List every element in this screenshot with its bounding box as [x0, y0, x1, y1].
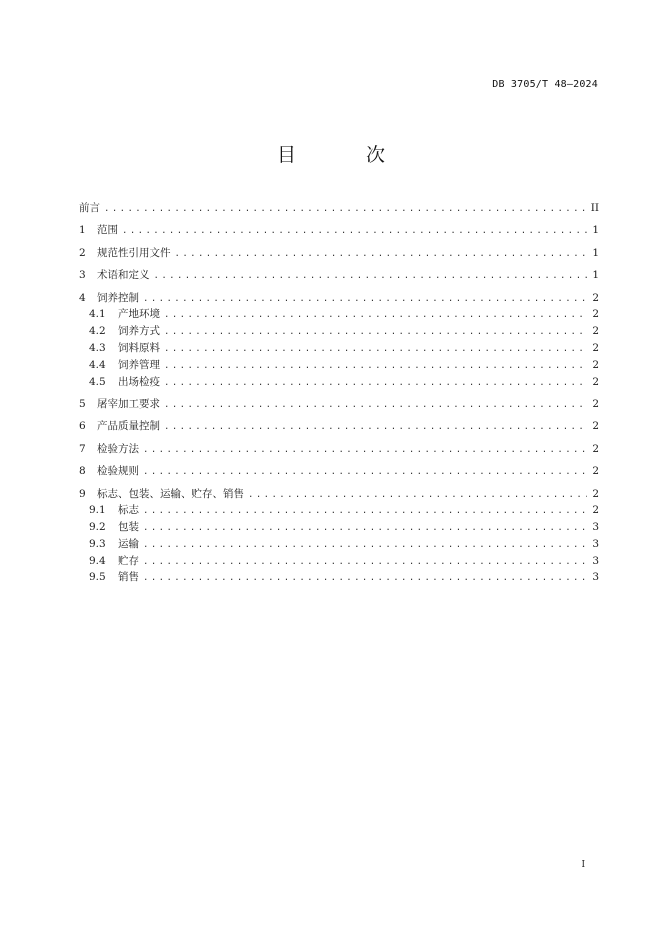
toc-dot-leader [122, 223, 587, 239]
toc-dot-leader [143, 503, 587, 519]
toc-entry-number: 9.5 [89, 571, 106, 584]
toc-entry-title: 检验规则 [97, 465, 139, 478]
toc-dot-leader [164, 375, 587, 391]
toc-dot-leader [164, 419, 587, 435]
toc-entry-page: 1 [592, 224, 599, 237]
toc-dot-leader [164, 397, 587, 413]
toc-dot-leader [104, 201, 587, 217]
toc-dot-leader [143, 570, 587, 586]
toc-entry-number: 1 [79, 224, 86, 237]
toc-entry-title: 标志 [118, 504, 139, 517]
toc-entry-title: 包装 [118, 521, 139, 534]
toc-entry-title: 饲养方式 [118, 325, 160, 338]
toc-entry-page: 2 [592, 465, 599, 478]
toc-dot-leader [143, 464, 587, 480]
toc-entry-number: 7 [79, 442, 86, 455]
toc-subentry[interactable] [79, 340, 599, 357]
toc-entry-page: 2 [592, 308, 599, 321]
toc-entry-page: 2 [592, 420, 599, 433]
toc-subentry[interactable] [79, 323, 599, 340]
toc-entry-number: 5 [79, 397, 86, 410]
document-code: DB 3705/T 48—2024 [492, 79, 598, 90]
toc-dot-leader [164, 307, 587, 323]
toc-entry-number: 9.2 [89, 521, 106, 534]
toc-entry-title: 饲料原料 [118, 341, 160, 354]
toc-dot-leader [175, 246, 588, 262]
toc-entry-title: 出场检疫 [118, 375, 160, 388]
toc-dot-leader [164, 341, 587, 357]
toc-entry-title: 饲养管理 [118, 358, 160, 371]
toc-entry-page: 2 [592, 375, 599, 388]
toc-entry-number: 4 [79, 291, 86, 304]
toc-subentry[interactable] [79, 569, 599, 586]
page-number: I [581, 860, 585, 870]
toc-subentry[interactable] [79, 536, 599, 553]
toc-dot-leader [248, 487, 587, 503]
toc-entry-page: 2 [592, 487, 599, 500]
toc-entry-page: 3 [592, 554, 599, 567]
toc-entry[interactable] [79, 290, 599, 307]
toc-entry-page: 2 [592, 397, 599, 410]
toc-entry-page: 1 [592, 269, 599, 282]
toc-subentry[interactable] [79, 306, 599, 323]
toc-dot-leader [143, 537, 587, 553]
toc-entry-page: 2 [592, 341, 599, 354]
table-of-contents [79, 200, 599, 586]
toc-entry-number: 8 [79, 465, 86, 478]
toc-entry-title: 范围 [97, 224, 118, 237]
toc-entry-page: II [590, 202, 599, 214]
toc-entry-page: 1 [592, 246, 599, 259]
toc-entry-number: 2 [79, 246, 86, 259]
toc-entry-number: 6 [79, 420, 86, 433]
toc-entry-title: 饲养控制 [97, 291, 139, 304]
toc-entry[interactable] [79, 486, 599, 503]
toc-entry-number: 4.4 [89, 358, 106, 371]
toc-entry[interactable] [79, 441, 599, 458]
toc-entry-number: 9.1 [89, 504, 106, 517]
toc-entry-title: 贮存 [118, 554, 139, 567]
toc-entry-number: 9.4 [89, 554, 106, 567]
toc-dot-leader [143, 554, 587, 570]
toc-entry-title: 运输 [118, 537, 139, 550]
toc-entry-page: 3 [592, 521, 599, 534]
toc-entry[interactable] [79, 245, 599, 262]
toc-entry-number: 4.3 [89, 341, 106, 354]
toc-entry-number: 4.5 [89, 375, 106, 388]
toc-subentry[interactable] [79, 374, 599, 391]
toc-dot-leader [164, 324, 587, 340]
toc-entry[interactable] [79, 463, 599, 480]
toc-subentry[interactable] [79, 519, 599, 536]
toc-entry-page: 2 [592, 358, 599, 371]
toc-dot-leader [154, 268, 588, 284]
toc-dot-leader [143, 291, 587, 307]
toc-entry-page: 2 [592, 504, 599, 517]
toc-entry-title: 术语和定义 [97, 269, 150, 282]
toc-entry-number: 4.2 [89, 325, 106, 338]
toc-dot-leader [143, 520, 587, 536]
toc-entry-page: 2 [592, 325, 599, 338]
toc-entry[interactable] [79, 267, 599, 284]
toc-entry-page: 3 [592, 537, 599, 550]
toc-entry-title: 销售 [118, 571, 139, 584]
toc-entry-page: 2 [592, 291, 599, 304]
toc-entry-title: 屠宰加工要求 [97, 397, 160, 410]
toc-subentry[interactable] [79, 553, 599, 570]
toc-dot-leader [164, 358, 587, 374]
toc-entry-number: 9.3 [89, 537, 106, 550]
toc-dot-leader [143, 442, 587, 458]
toc-entry[interactable] [79, 418, 599, 435]
page-title: 目 次 [276, 144, 418, 166]
toc-entry-title: 产品质量控制 [97, 420, 160, 433]
toc-entry[interactable] [79, 200, 599, 217]
toc-entry-title: 产地环境 [118, 308, 160, 321]
toc-entry-title: 规范性引用文件 [97, 246, 171, 259]
toc-entry[interactable] [79, 222, 599, 239]
toc-entry[interactable] [79, 396, 599, 413]
toc-entry-number: 9 [79, 487, 86, 500]
toc-entry-number: 4.1 [89, 308, 106, 321]
toc-subentry[interactable] [79, 502, 599, 519]
toc-entry-page: 2 [592, 442, 599, 455]
toc-entry-title: 检验方法 [97, 442, 139, 455]
toc-subentry[interactable] [79, 357, 599, 374]
toc-entry-title: 前言 [79, 202, 100, 214]
toc-entry-number: 3 [79, 269, 86, 282]
toc-entry-page: 3 [592, 571, 599, 584]
toc-entry-title: 标志、包装、运输、贮存、销售 [97, 487, 244, 500]
